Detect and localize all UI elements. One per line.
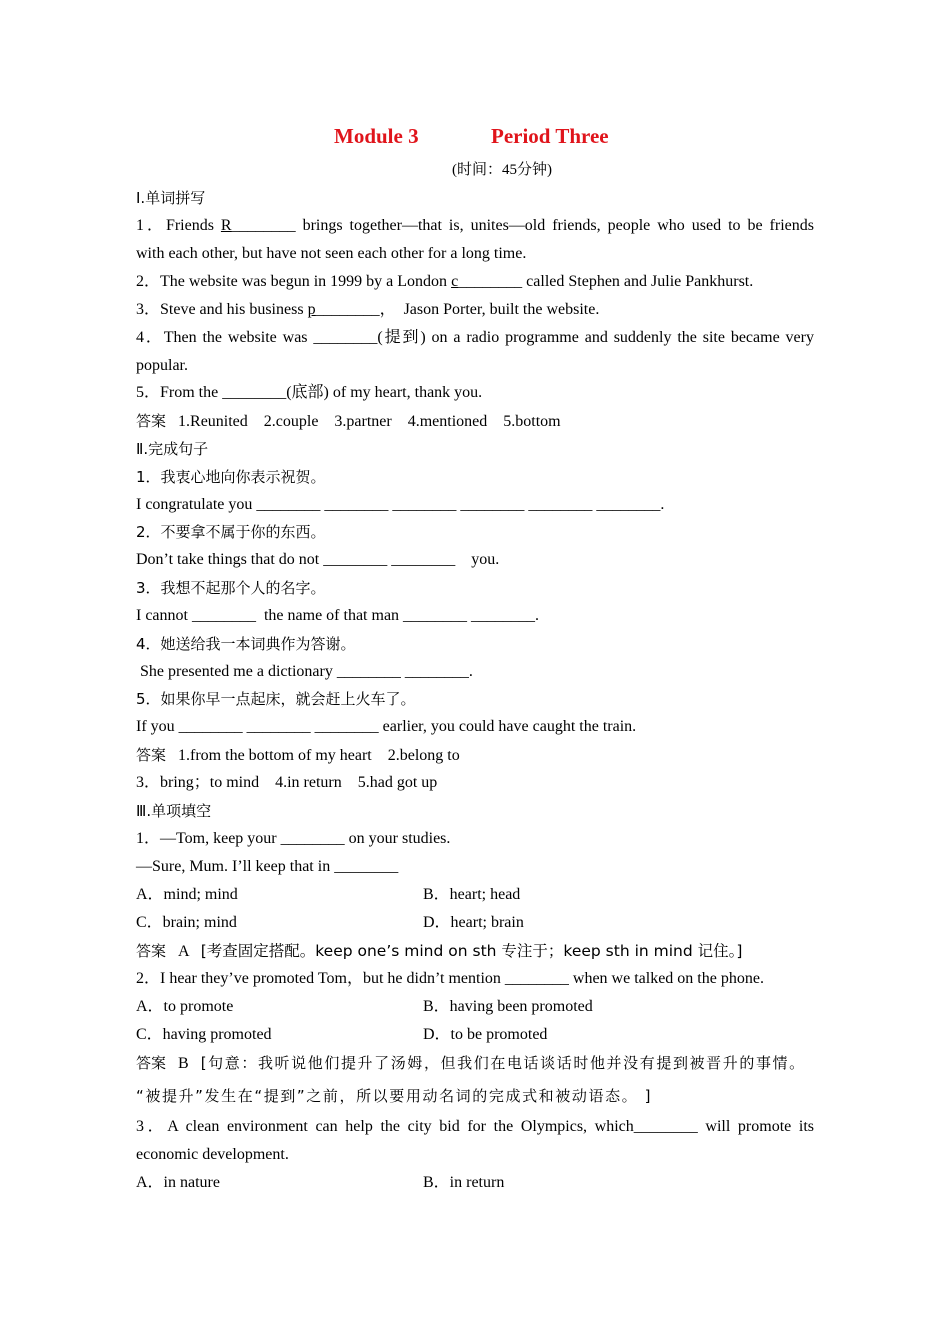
s1-q2: 2．The website was begun in 1999 by a London c________ called Stephen and Julie Pankhurst. bbox=[136, 273, 754, 290]
s3-q1-option-d: D．heart; brain bbox=[423, 914, 524, 931]
s3-q1: 1．—Tom, keep your ________ on your studies. bbox=[136, 830, 451, 847]
s3-q2-option-b: B．having been promoted bbox=[423, 998, 593, 1015]
title-period: Period Three bbox=[491, 124, 609, 148]
s1-q1: 1．Friends R________ brings together—that is, unites—old friends, people who used to be friends bbox=[136, 217, 814, 234]
s2-q1-cn: 1．我衷心地向你表示祝贺。 bbox=[136, 468, 326, 486]
s1-q5: 5．From the ________(底部) of my heart, thank you. bbox=[136, 384, 483, 401]
s3-q3: 3．A clean environment can help the city bid for the Olympics, which________ will promote its bbox=[136, 1118, 814, 1135]
s3-q1-answer: 答案 A [考查固定搭配。keep one’s mind on sth 专注于；keep sth in mind 记住。] bbox=[136, 942, 743, 960]
s3-q3-cont: economic development. bbox=[136, 1146, 289, 1163]
s3-q3-option-a: A．in nature bbox=[136, 1174, 220, 1191]
section2-heading: Ⅱ.完成句子 bbox=[136, 440, 209, 458]
s2-q4-en: She presented me a dictionary ________ ________. bbox=[136, 663, 473, 680]
s2-q4-cn: 4．她送给我一本词典作为答谢。 bbox=[136, 635, 356, 653]
s1-q3: 3．Steve and his business p________， Jason Porter, built the website. bbox=[136, 301, 600, 318]
section3-heading: Ⅲ.单项填空 bbox=[136, 802, 212, 820]
s1-answer: 答案 1.Reunited 2.couple 3.partner 4.mentioned 5.bottom bbox=[136, 412, 561, 430]
s2-q5-en: If you ________ ________ ________ earlier, you could have caught the train. bbox=[136, 718, 637, 735]
s3-q1-option-a: A．mind; mind bbox=[136, 886, 238, 903]
s2-q2-en: Don’t take things that do not ________ ________ you. bbox=[136, 551, 500, 568]
s2-q3-cn: 3．我想不起那个人的名字。 bbox=[136, 579, 326, 597]
s2-q2-cn: 2．不要拿不属于你的东西。 bbox=[136, 523, 326, 541]
s2-answer: 答案 1.from the bottom of my heart 2.belong to bbox=[136, 746, 460, 764]
s3-q2-option-c: C．having promoted bbox=[136, 1026, 272, 1043]
s3-q1-option-b: B．heart; head bbox=[423, 886, 521, 903]
s3-q3-option-b: B．in return bbox=[423, 1174, 505, 1191]
s3-q2-answer: 答案 B [句意：我听说他们提升了汤姆，但我们在电话谈话时他并没有提到被晋升的事情。 bbox=[136, 1054, 806, 1072]
s1-q4: 4．Then the website was ________(提到) on a radio programme and suddenly the site became very bbox=[136, 329, 814, 346]
s2-q5-cn: 5．如果你早一点起床，就会赶上火车了。 bbox=[136, 690, 416, 708]
title-module: Module 3 bbox=[334, 124, 419, 148]
s1-q1-cont: with each other, but have not seen each other for a long time. bbox=[136, 245, 527, 262]
s3-q2-option-d: D．to be promoted bbox=[423, 1026, 548, 1043]
time-limit: (时间：45分钟) bbox=[452, 162, 552, 178]
s3-q1-option-c: C．brain; mind bbox=[136, 914, 237, 931]
s3-q2-answer-cont: “被提升”发生在“提到”之前，所以要用动名词的完成式和被动语态。 ] bbox=[136, 1087, 653, 1105]
s3-q2: 2．I hear they’ve promoted Tom，but he didn’t mention ________ when we talked on the phone. bbox=[136, 970, 764, 987]
s3-q2-option-a: A．to promote bbox=[136, 998, 234, 1015]
s2-q3-en: I cannot ________ the name of that man ________ ________. bbox=[136, 607, 540, 624]
s1-q4-cont: popular. bbox=[136, 357, 188, 374]
s2-answer-cont: 3．bring；to mind 4.in return 5.had got up bbox=[136, 774, 438, 791]
s2-q1-en: I congratulate you ________ ________ ________ ________ ________ ________. bbox=[136, 496, 665, 513]
s3-q1-reply: —Sure, Mum. I’ll keep that in ________ bbox=[136, 858, 399, 875]
section1-heading: Ⅰ.单词拼写 bbox=[136, 189, 206, 207]
